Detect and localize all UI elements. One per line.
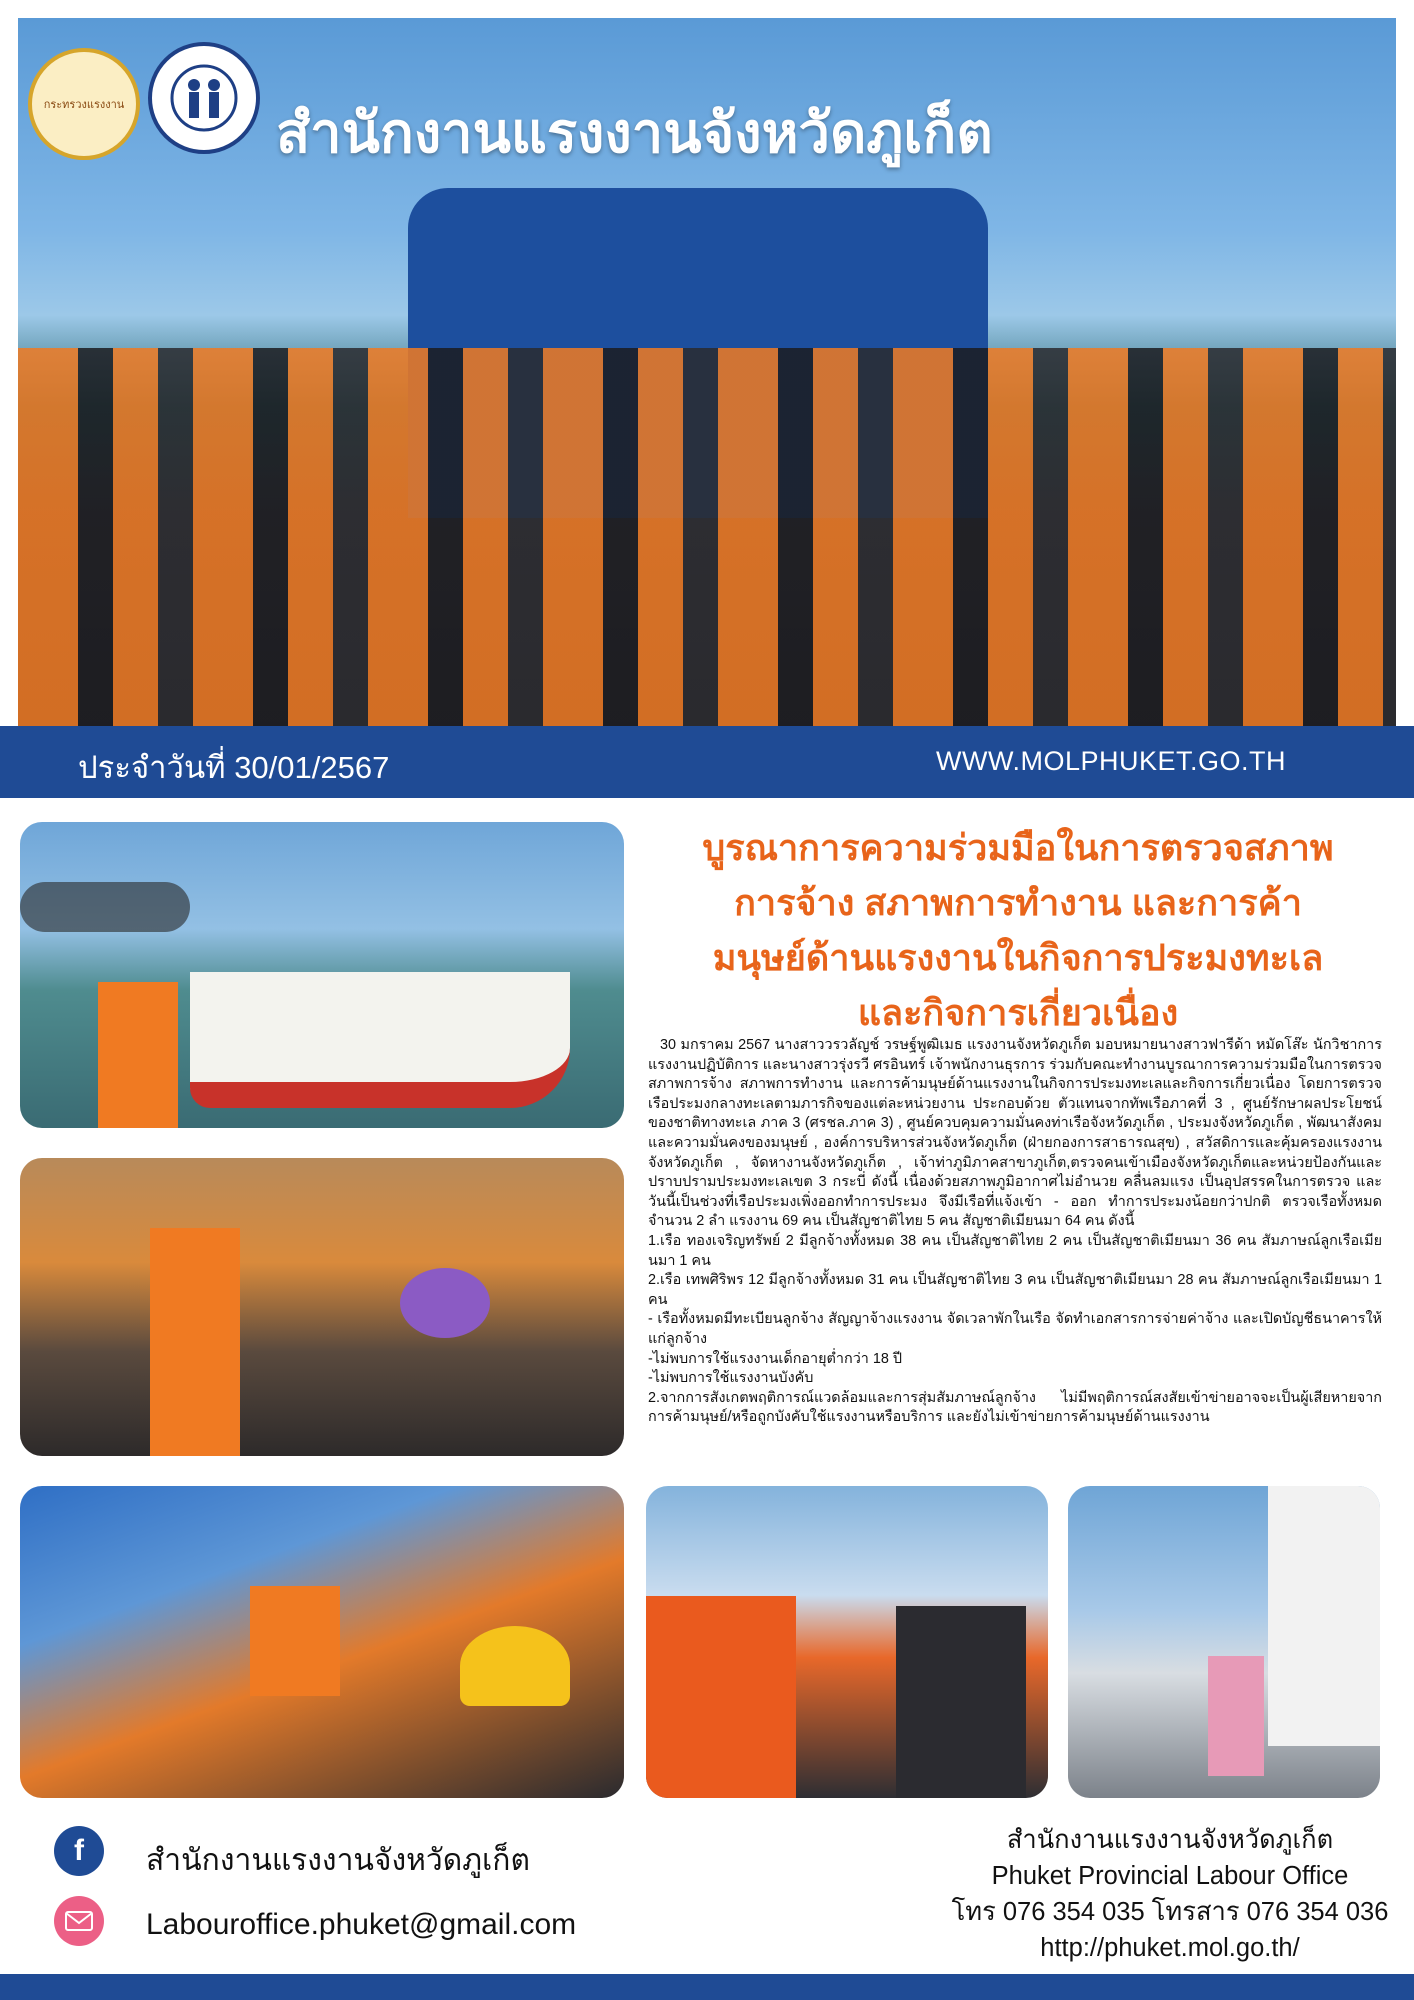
article-body xyxy=(648,1036,1382,1428)
photo-inspection-documents xyxy=(646,1486,1048,1798)
article-paragraph: -ไม่พบการใช้แรงงานเด็กอายุต่ำกว่า 18 ปี xyxy=(648,1350,903,1367)
fishing-boat-hull xyxy=(190,972,570,1108)
office-url[interactable]: http://phuket.mol.go.th/ xyxy=(1040,1934,1300,1962)
ferry-hull xyxy=(1268,1486,1380,1746)
seal-figures-icon xyxy=(169,63,239,133)
headline-line: การจ้าง สภาพการทำงาน และการค้า xyxy=(734,882,1302,923)
purple-basket xyxy=(400,1268,490,1338)
facebook-icon[interactable]: f xyxy=(54,1826,104,1876)
inspector-life-jacket xyxy=(150,1228,240,1456)
article-paragraph: 2.เรือ เทพศิริพร 12 มีลูกจ้างทั้งหมด 31 คน เป็นสัญชาติไทย 3 คน เป็นสัญชาติเมียนมา 28 คน สัมภาษณ์ลูกเรือเมียนมา 1 คน xyxy=(648,1272,1382,1308)
officer-life-jacket-2 xyxy=(646,1596,796,1798)
article-headline xyxy=(640,820,1396,1040)
article-paragraph: -ไม่พบการใช้แรงงานบังคับ xyxy=(648,1370,814,1387)
crew-life-jacket xyxy=(250,1586,340,1696)
publication-date: ประจำวันที่ 30/01/2567 xyxy=(78,750,390,785)
headline-line: และกิจการเกี่ยวเนื่อง xyxy=(857,992,1179,1033)
headline-line: มนุษย์ด้านแรงงานในกิจการประมงทะเล xyxy=(712,937,1324,978)
facebook-page-label[interactable]: สำนักงานแรงงานจังหวัดภูเก็ต xyxy=(146,1844,530,1877)
officer-pink-shirt xyxy=(1208,1656,1264,1776)
yellow-cap xyxy=(460,1626,570,1706)
website-link[interactable]: WWW.MOLPHUKET.GO.TH xyxy=(936,746,1286,776)
office-name-th: สำนักงานแรงงานจังหวัดภูเก็ต xyxy=(1006,1826,1334,1854)
ministry-of-labour-logo xyxy=(28,48,140,160)
article-paragraph: - เรือทั้งหมดมีทะเบียนลูกจ้าง สัญญาจ้างแรงงาน จัดเวลาพักในเรือ จัดทำเอกสารการจ่ายค่าจ้าง และเปิดบัญชีธนาคารให้แก่ลูกจ้าง xyxy=(648,1311,1382,1347)
article-paragraph: 2.จากการสังเกตพฤติการณ์แวดล้อมและการสุ่มสัมภาษณ์ลูกจ้าง ไม่มีพฤติการณ์สงสัยเข้าข่ายอาจจะเป็นผู้เสียหายจากการค้ามนุษย์/หรือถูกบังคับใช้แรงงานหรือบริการ และยังไม่เข้าข่ายการค้ามนุษย์ด้านแรงงาน xyxy=(648,1389,1382,1426)
officer-life-jacket xyxy=(98,982,178,1128)
phuket-province-seal xyxy=(148,42,260,154)
group-in-life-jackets xyxy=(18,348,1396,726)
photo-interview-on-deck xyxy=(20,1486,624,1798)
bottom-bar xyxy=(0,1974,1414,2000)
officer-dark-jacket xyxy=(896,1606,1026,1798)
photo-crew-seated xyxy=(20,1158,624,1456)
mail-icon[interactable] xyxy=(54,1896,104,1946)
envelope-icon xyxy=(65,1911,93,1931)
date-bar xyxy=(0,726,1414,798)
photo-fishing-boat xyxy=(20,822,624,1128)
office-phone: โทร 076 354 035 โทรสาร 076 354 036 xyxy=(951,1898,1389,1926)
smoke xyxy=(20,882,190,932)
photo-officer-on-pier xyxy=(1068,1486,1380,1798)
ministry-logo-text: กระทรวงแรงงาน xyxy=(43,98,125,111)
office-title: สำนักงานแรงงานจังหวัดภูเก็ต xyxy=(276,101,993,164)
email-address[interactable]: Labouroffice.phuket@gmail.com xyxy=(146,1908,577,1941)
headline-line: บูรณาการความร่วมมือในการตรวจสภาพ xyxy=(702,827,1334,868)
office-contact-block xyxy=(940,1822,1400,1966)
article-paragraph: 1.เรือ ทองเจริญทรัพย์ 2 มีลูกจ้างทั้งหมด 38 คน เป็นสัญชาติไทย 2 คน เป็นสัญชาติเมียนมา 36 คน สัมภาษณ์ลูกเรือเมียนมา 1 คน xyxy=(648,1232,1382,1269)
office-name-en: Phuket Provincial Labour Office xyxy=(991,1862,1349,1890)
article-paragraph: 30 มกราคม 2567 นางสาววรวลัญช์ วรษฐ์พูฒิเมธ แรงงานจังหวัดภูเก็ต มอบหมายนางสาวฟารีด้า หมัดโส๊ะ นักวิชาการแรงงานปฏิบัติการ และนางสาวรุ่งรวี ศรอินทร์ เจ้าพนักงานธุรการ ร่วมกับคณะทำงานบูรณาการความร่วมมือในการตรวจสภาพการจ้าง สภาพการทำงาน และการค้ามนุษย์ด้านแรงงานในกิจการประมงทะเลและกิจการเกี่ยวเนื่อง โดยการตรวจเรือประมงกลางทะเลตามภารกิจของแต่ละหน่วยงาน ประกอบด้วย ตัวแทนจากทัพเรือภาคที่ 3 , ศูนย์รักษาผลประโยชน์ของชาติทางทะเล ภาค 3 (ศรชล.ภาค 3) , ศูนย์ควบคุมความมั่นคงท่าเรือจังหวัดภูเก็ต , ประมงจังหวัดภูเก็ต , พัฒนาสังคมและความมั่นคงของมนุษย์ , องค์การบริหารส่วนจังหวัดภูเก็ต (ฝ่ายกองการสาธารณสุข) , สวัสดิการและคุ้มครองแรงงานจังหวัดภูเก็ต , จัดหางานจังหวัดภูเก็ต , เจ้าท่าภูมิภาคสาขาภูเก็ต,ตรวจคนเข้าเมืองจังหวัดภูเก็ตและหน่วยป้องกันและปราบปรามประมงทะเลเขต 3 กระบี่ ดังนี้ เนื่องด้วยสภาพภูมิอากาศไม่อำนวย คลื่นลมแรง เป็นอุปสรรคในการตรวจ และวันนี้เป็นช่วงที่เรือประมงเพิ่งออกทำการประมง จึงมีเรือที่แจ้งเข้า - ออก ทำการประมงน้อยกว่าปกติ ตรวจเรือทั้งหมดจำนวน 2 ลำ แรงงาน 69 คน เป็นสัญชาติไทย 5 คน สัญชาติเมียนมา 64 คน ดังนี้ xyxy=(648,1037,1382,1230)
